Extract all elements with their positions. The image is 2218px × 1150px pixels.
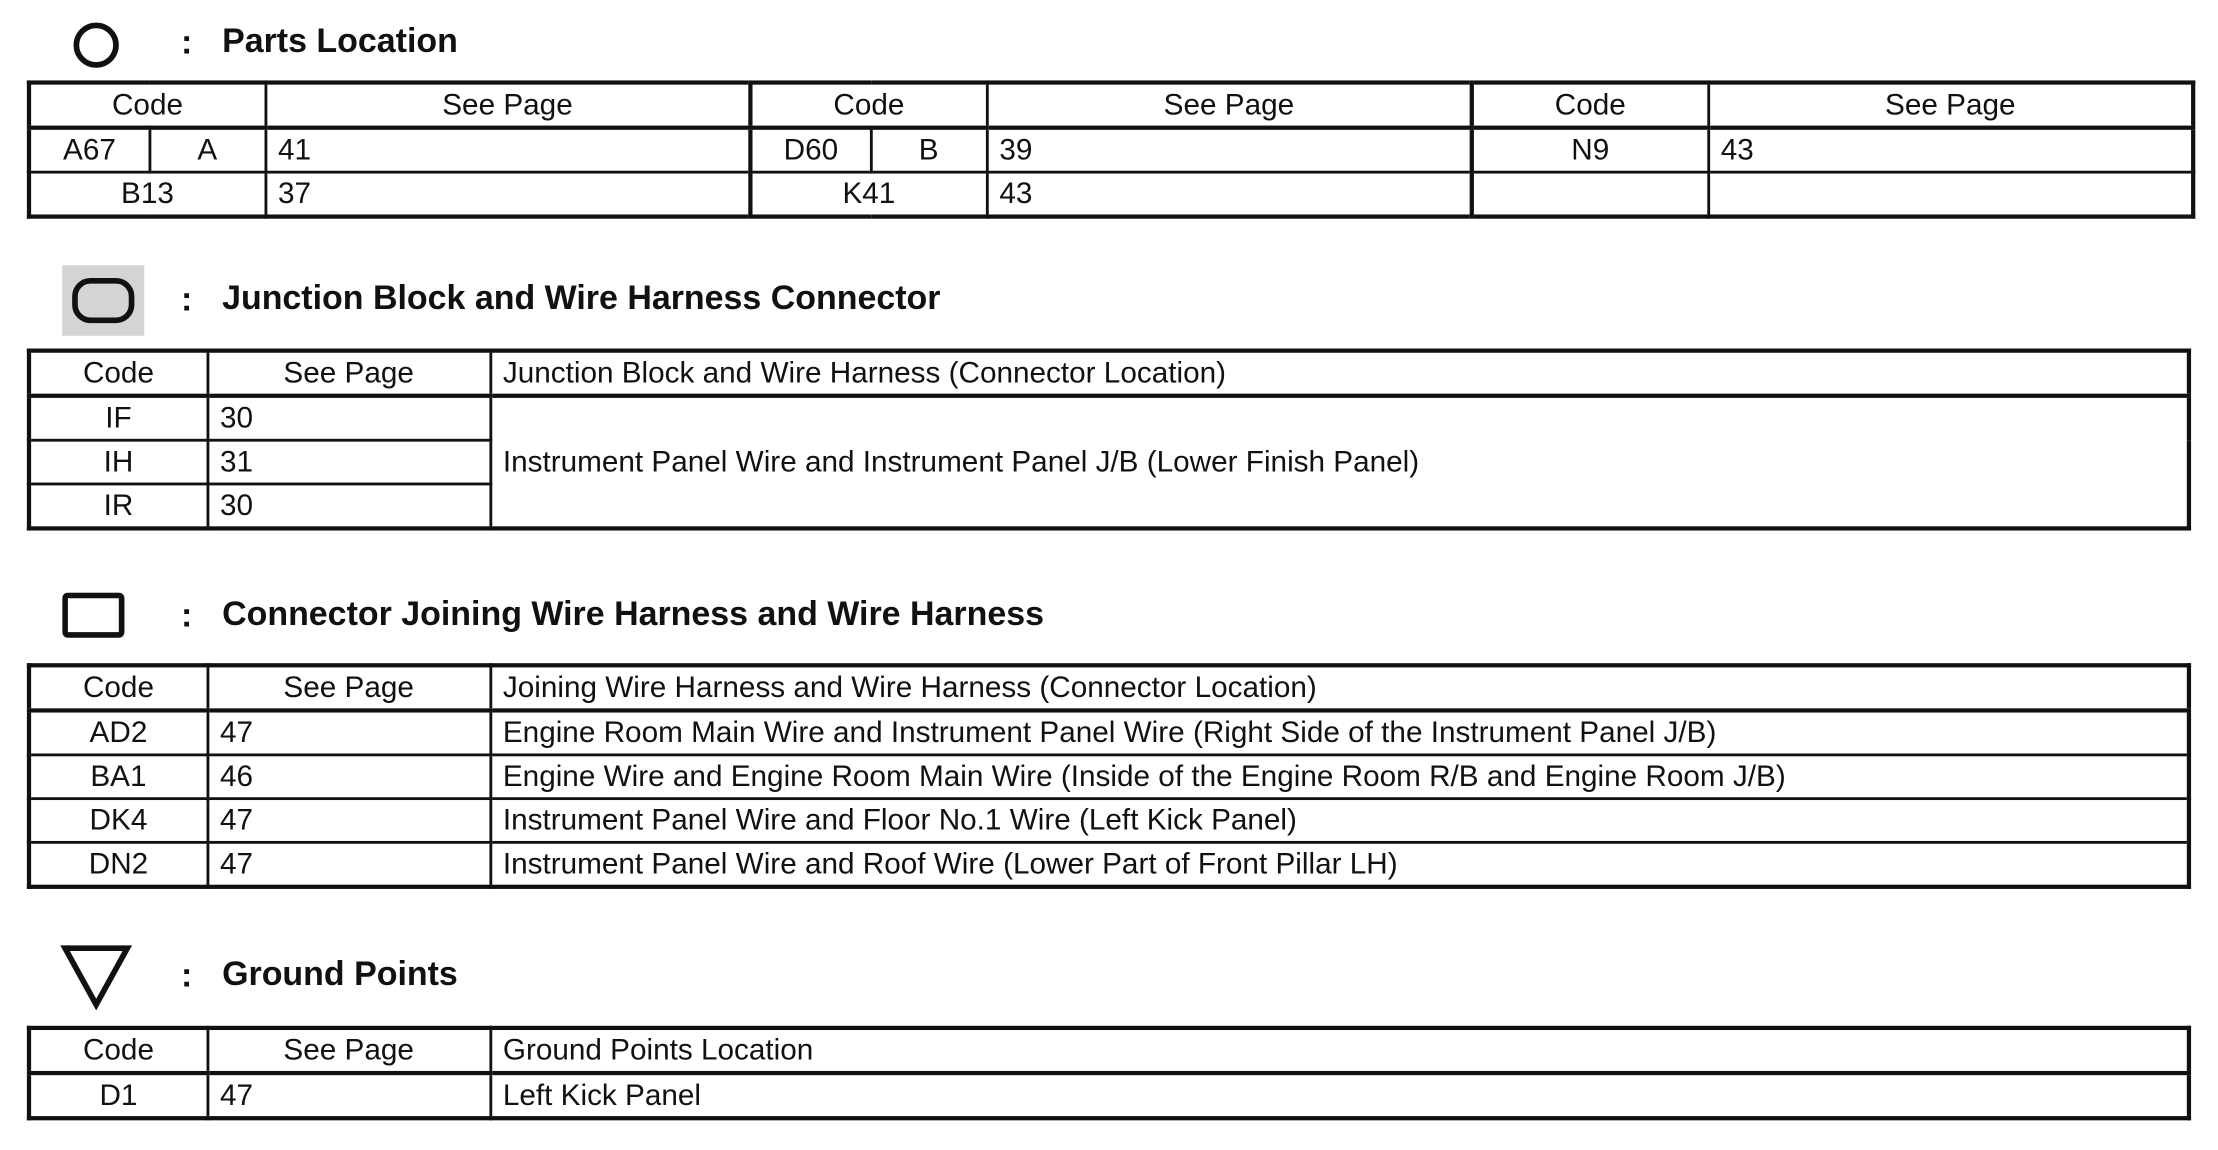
page-cell: 47 (207, 799, 490, 843)
location-cell: Instrument Panel Wire and Floor No.1 Wire (Left Kick Panel) (490, 799, 2189, 843)
location-cell: Left Kick Panel (490, 1073, 2189, 1118)
connector-joining-table (27, 663, 2191, 889)
page-cell (1708, 172, 2193, 216)
see-page-header: See Page (207, 665, 490, 710)
code-cell: D1 (29, 1073, 207, 1118)
junction-block-header (0, 265, 2207, 327)
code-cell: K41 (750, 172, 986, 216)
location-cell: Engine Wire and Engine Room Main Wire (Inside of the Engine Room R/B and Engine Room J/B) (490, 755, 2189, 799)
code-cell: AD2 (29, 710, 207, 754)
see-page-header: See Page (1708, 83, 2193, 128)
ground-points-table (27, 1026, 2191, 1121)
code-cell: A67 (29, 128, 149, 172)
see-page-header: See Page (987, 83, 1472, 128)
table-row (29, 172, 2193, 216)
section-title: Connector Joining Wire Harness and Wire Harness (222, 595, 1044, 634)
location-header: Joining Wire Harness and Wire Harness (Connector Location) (490, 665, 2189, 710)
page-cell: 30 (207, 396, 490, 440)
rectangle-icon (62, 593, 124, 641)
table-row (29, 842, 2189, 886)
page-cell: 39 (987, 128, 1472, 172)
code-header: Code (1472, 83, 1708, 128)
code-header: Code (29, 351, 207, 396)
location-cell: Engine Room Main Wire and Instrument Panel Wire (Right Side of the Instrument Panel J/B) (490, 710, 2189, 754)
code-cell: BA1 (29, 755, 207, 799)
location-header: Junction Block and Wire Harness (Connector Location) (490, 351, 2189, 396)
page-cell: 30 (207, 484, 490, 528)
ground-points-header (0, 940, 2207, 1002)
section-colon: : (181, 280, 193, 319)
page-cell: 47 (207, 842, 490, 886)
code-cell: DK4 (29, 799, 207, 843)
connector-joining-header (0, 581, 2207, 643)
code-cell: IF (29, 396, 207, 440)
table-row (29, 1073, 2189, 1118)
table-header-row (29, 351, 2189, 396)
section-colon: : (181, 956, 193, 995)
parts-location-table (27, 80, 2195, 218)
section-colon: : (181, 23, 193, 63)
section-title: Junction Block and Wire Harness Connector (222, 279, 941, 318)
code-header: Code (750, 83, 986, 128)
code-header: Code (29, 83, 265, 128)
table-row (29, 128, 2193, 172)
page-cell: 37 (265, 172, 750, 216)
see-page-header: See Page (207, 1028, 490, 1073)
table-header-row (29, 83, 2193, 128)
see-page-header: See Page (207, 351, 490, 396)
table-row (29, 396, 2189, 440)
table-row (29, 799, 2189, 843)
location-cell: Instrument Panel Wire and Roof Wire (Lower Part of Front Pillar LH) (490, 842, 2189, 886)
table-row (29, 710, 2189, 754)
code-cell: B13 (29, 172, 265, 216)
code-header: Code (29, 665, 207, 710)
page-cell: 31 (207, 440, 490, 484)
page-cell: 47 (207, 710, 490, 754)
table-header-row (29, 1028, 2189, 1073)
code-suffix-cell: B (871, 128, 987, 172)
circle-icon (71, 20, 122, 71)
page-cell: 46 (207, 755, 490, 799)
location-header: Ground Points Location (490, 1028, 2189, 1073)
rounded-rect-icon (71, 277, 136, 325)
section-title: Ground Points (222, 955, 458, 994)
code-cell: IH (29, 440, 207, 484)
see-page-header: See Page (265, 83, 750, 128)
section-title: Parts Location (222, 22, 458, 61)
page-cell: 41 (265, 128, 750, 172)
table-header-row (29, 665, 2189, 710)
code-cell: DN2 (29, 842, 207, 886)
page-cell: 43 (987, 172, 1472, 216)
code-suffix-cell: A (149, 128, 265, 172)
section-colon: : (181, 596, 193, 635)
triangle-down-icon (59, 943, 133, 1011)
table-row (29, 755, 2189, 799)
code-cell (1472, 172, 1708, 216)
location-cell: Instrument Panel Wire and Instrument Panel J/B (Lower Finish Panel) (490, 396, 2189, 529)
code-cell: N9 (1472, 128, 1708, 172)
code-header: Code (29, 1028, 207, 1073)
page-cell: 43 (1708, 128, 2193, 172)
code-cell: D60 (750, 128, 870, 172)
code-cell: IR (29, 484, 207, 528)
junction-block-table (27, 349, 2191, 531)
page-cell: 47 (207, 1073, 490, 1118)
parts-location-header (0, 11, 2207, 73)
